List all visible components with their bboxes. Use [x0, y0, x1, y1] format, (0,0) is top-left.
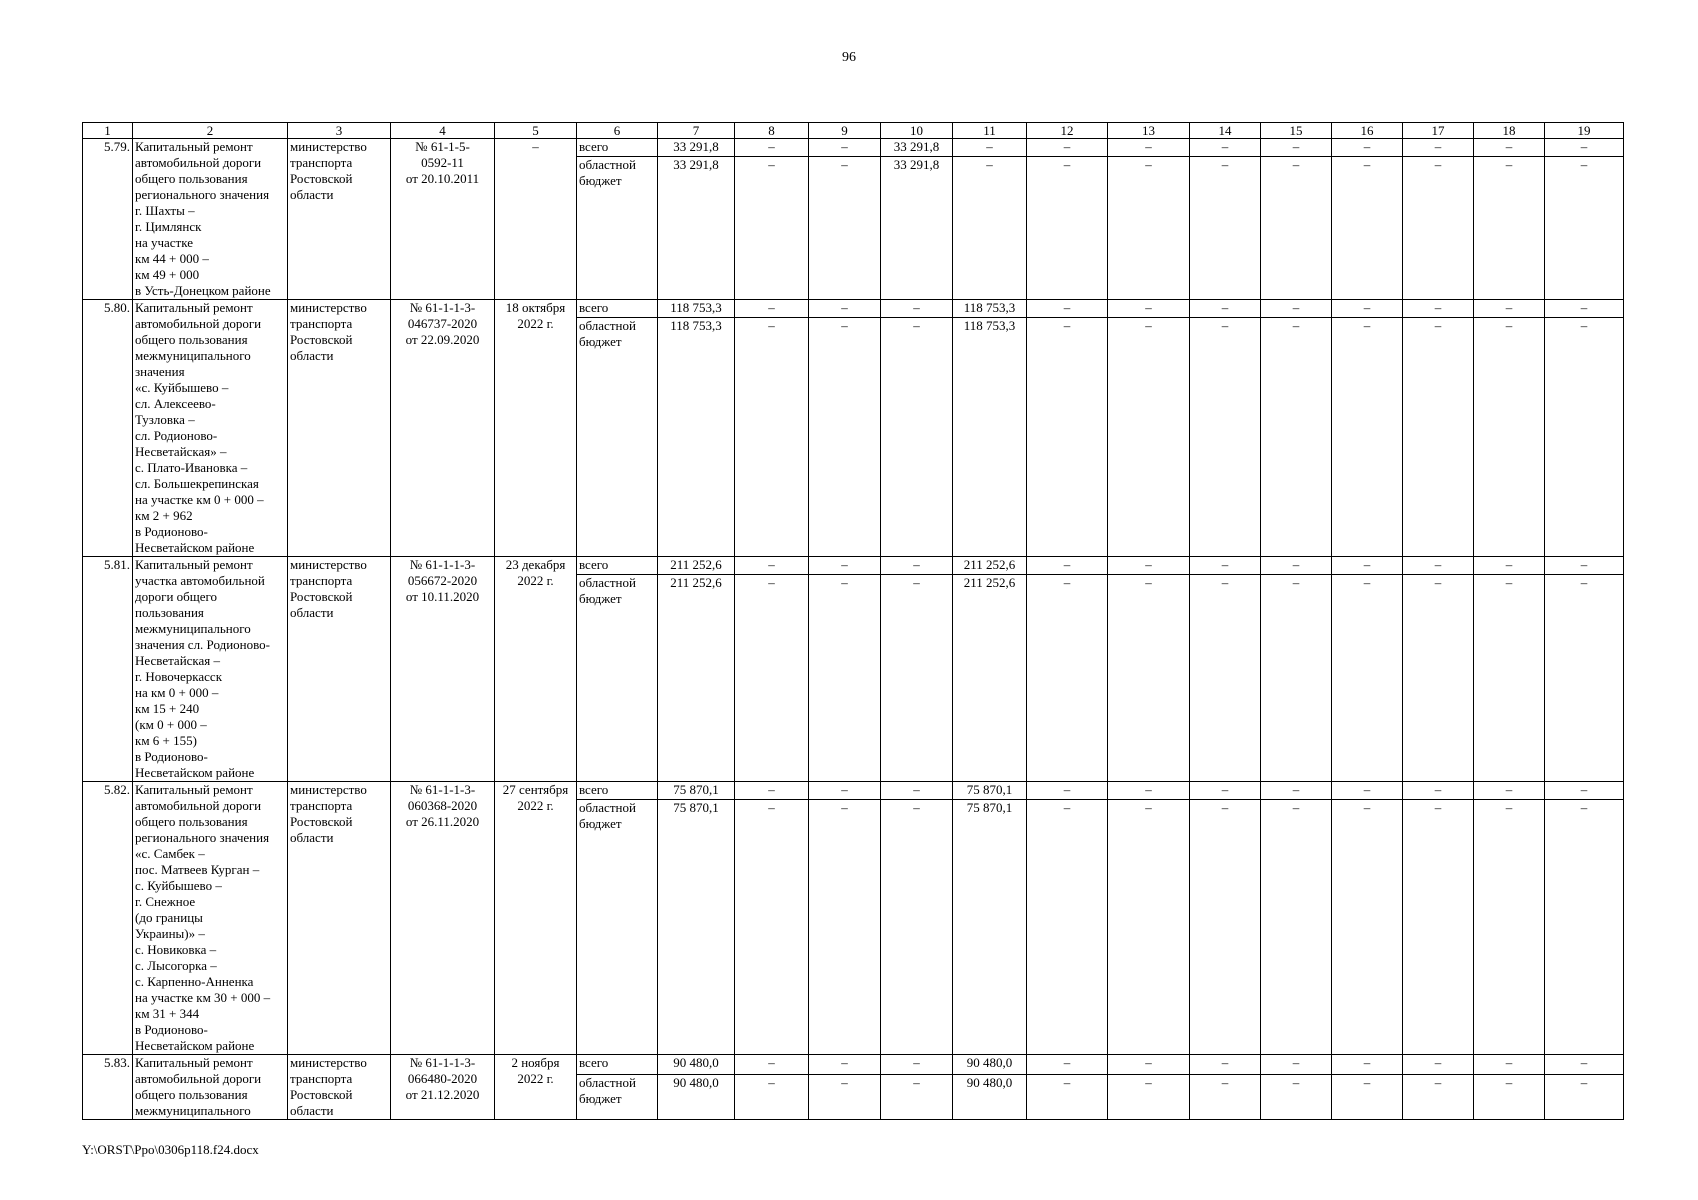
value-cell: 75 870,1	[953, 782, 1027, 800]
value-cell: –	[1261, 139, 1332, 157]
value-cell: –	[809, 575, 881, 782]
expertise-document: № 61-1-1-3- 046737-2020 от 22.09.2020	[391, 300, 495, 557]
column-number-cell: 2	[133, 123, 288, 139]
expertise-document: № 61-1-1-3- 056672-2020 от 10.11.2020	[391, 557, 495, 782]
object-name: Капитальный ремонт автомобильной дороги общего пользования регионального значения г. Шахты – г. Цимлянск на участке км 44 + 000 – км 49 + 000 в Усть-Донецком районе	[133, 139, 288, 300]
value-cell: –	[735, 557, 809, 575]
column-number-cell: 13	[1108, 123, 1190, 139]
value-cell: –	[1332, 300, 1403, 318]
value-cell: –	[735, 318, 809, 557]
value-cell: –	[735, 139, 809, 157]
value-cell: –	[1027, 157, 1108, 300]
value-cell: –	[1261, 1055, 1332, 1075]
value-cell: –	[1332, 1055, 1403, 1075]
value-cell: –	[1190, 157, 1261, 300]
value-cell: –	[1261, 157, 1332, 300]
table-row	[83, 782, 1624, 800]
column-number-cell: 8	[735, 123, 809, 139]
value-cell: –	[1027, 318, 1108, 557]
value-cell: –	[881, 318, 953, 557]
value-cell: –	[1190, 139, 1261, 157]
object-name: Капитальный ремонт участка автомобильной дороги общего пользования межмуниципального значения сл. Родионово- Несветайская – г. Новочеркасск на км 0 + 000 – км 15 + 240 (км 0 + 000 – км 6 + 155) в Родионово- Несветайском районе	[133, 557, 288, 782]
value-cell: –	[1545, 300, 1624, 318]
object-name: Капитальный ремонт автомобильной дороги общего пользования межмуниципального значения «с. Куйбышево – сл. Алексеево- Тузловка – сл. Родионово- Несветайская» – с. Плато-Ивановка – сл. Большекрепинская на участке км 0 + 000 – км 2 + 962 в Родионово- Несветайском районе	[133, 300, 288, 557]
value-cell: –	[1545, 1055, 1624, 1075]
responsible-org: министерство транспорта Ростовской области	[288, 1055, 391, 1120]
row-number: 5.79.	[83, 139, 133, 300]
funding-source: всего	[577, 557, 658, 575]
column-number-cell: 11	[953, 123, 1027, 139]
funding-source: областной бюджет	[577, 800, 658, 1055]
value-cell: 33 291,8	[881, 157, 953, 300]
value-cell: –	[1027, 300, 1108, 318]
value-cell: –	[1474, 318, 1545, 557]
completion-date: 23 декабря 2022 г.	[495, 557, 577, 782]
value-cell: –	[1108, 157, 1190, 300]
value-cell: –	[881, 782, 953, 800]
value-cell: –	[1108, 1075, 1190, 1120]
value-cell: 118 753,3	[953, 318, 1027, 557]
value-cell: –	[881, 1075, 953, 1120]
value-cell: –	[1545, 557, 1624, 575]
value-cell: –	[1403, 575, 1474, 782]
funding-source: областной бюджет	[577, 157, 658, 300]
value-cell: –	[809, 300, 881, 318]
column-number-cell: 6	[577, 123, 658, 139]
value-cell: –	[1332, 557, 1403, 575]
file-path-footer: Y:\ORST\Ppo\0306p118.f24.docx	[82, 1142, 259, 1157]
completion-date: –	[495, 139, 577, 300]
value-cell: –	[1403, 318, 1474, 557]
value-cell: –	[1474, 800, 1545, 1055]
value-cell: 90 480,0	[658, 1055, 735, 1075]
value-cell: –	[1545, 318, 1624, 557]
value-cell: –	[1261, 1075, 1332, 1120]
funding-source: областной бюджет	[577, 318, 658, 557]
funding-source: всего	[577, 139, 658, 157]
value-cell: –	[1403, 300, 1474, 318]
value-cell: –	[1474, 575, 1545, 782]
value-cell: –	[1261, 782, 1332, 800]
value-cell: –	[881, 1055, 953, 1075]
value-cell: 33 291,8	[881, 139, 953, 157]
value-cell: –	[1403, 782, 1474, 800]
column-number-cell: 3	[288, 123, 391, 139]
value-cell: –	[1261, 300, 1332, 318]
value-cell: –	[1332, 157, 1403, 300]
expertise-document: № 61-1-1-3- 066480-2020 от 21.12.2020	[391, 1055, 495, 1120]
value-cell: –	[735, 300, 809, 318]
value-cell: –	[1545, 139, 1624, 157]
completion-date: 27 сентября 2022 г.	[495, 782, 577, 1055]
value-cell: –	[809, 1055, 881, 1075]
funding-source: областной бюджет	[577, 575, 658, 782]
column-number-cell: 7	[658, 123, 735, 139]
responsible-org: министерство транспорта Ростовской области	[288, 557, 391, 782]
value-cell: –	[1027, 800, 1108, 1055]
value-cell: –	[1027, 1055, 1108, 1075]
value-cell: –	[809, 139, 881, 157]
column-number-cell: 1	[83, 123, 133, 139]
value-cell: 90 480,0	[953, 1075, 1027, 1120]
value-cell: –	[1474, 139, 1545, 157]
column-number-cell: 14	[1190, 123, 1261, 139]
column-number-row	[83, 123, 1624, 139]
value-cell: –	[1474, 557, 1545, 575]
value-cell: –	[1027, 139, 1108, 157]
value-cell: 211 252,6	[953, 575, 1027, 782]
table-row	[83, 139, 1624, 157]
value-cell: –	[1108, 139, 1190, 157]
column-number-cell: 16	[1332, 123, 1403, 139]
financing-table	[82, 122, 1624, 1120]
table-row	[83, 300, 1624, 318]
value-cell: –	[1261, 800, 1332, 1055]
value-cell: –	[809, 800, 881, 1055]
column-number-cell: 4	[391, 123, 495, 139]
value-cell: 118 753,3	[658, 300, 735, 318]
row-number: 5.83.	[83, 1055, 133, 1120]
value-cell: 211 252,6	[658, 575, 735, 782]
object-name: Капитальный ремонт автомобильной дороги общего пользования регионального значения «с. Самбек – пос. Матвеев Курган – с. Куйбышево – г. Снежное (до границы Украины)» – с. Новиковка – с. Лысогорка – с. Карпенно-Анненка на участке км 30 + 000 – км 31 + 344 в Родионово- Несветайском районе	[133, 782, 288, 1055]
value-cell: –	[881, 800, 953, 1055]
value-cell: –	[1190, 300, 1261, 318]
value-cell: –	[1108, 1055, 1190, 1075]
value-cell: –	[1261, 575, 1332, 782]
row-number: 5.81.	[83, 557, 133, 782]
value-cell: –	[881, 575, 953, 782]
funding-source: всего	[577, 782, 658, 800]
value-cell: –	[1545, 782, 1624, 800]
table-row	[83, 1055, 1624, 1075]
value-cell: –	[809, 318, 881, 557]
value-cell: –	[1190, 575, 1261, 782]
funding-source: всего	[577, 300, 658, 318]
value-cell: –	[1474, 1055, 1545, 1075]
completion-date: 18 октября 2022 г.	[495, 300, 577, 557]
value-cell: –	[1403, 557, 1474, 575]
funding-source: областной бюджет	[577, 1075, 658, 1120]
value-cell: –	[881, 557, 953, 575]
value-cell: 75 870,1	[658, 800, 735, 1055]
value-cell: –	[1545, 1075, 1624, 1120]
value-cell: –	[1108, 782, 1190, 800]
value-cell: –	[1027, 557, 1108, 575]
responsible-org: министерство транспорта Ростовской области	[288, 782, 391, 1055]
value-cell: –	[1403, 139, 1474, 157]
value-cell: –	[1332, 139, 1403, 157]
value-cell: –	[953, 157, 1027, 300]
value-cell: 90 480,0	[953, 1055, 1027, 1075]
value-cell: 90 480,0	[658, 1075, 735, 1120]
column-number-cell: 12	[1027, 123, 1108, 139]
value-cell: –	[735, 157, 809, 300]
responsible-org: министерство транспорта Ростовской области	[288, 300, 391, 557]
value-cell: –	[1108, 300, 1190, 318]
value-cell: –	[809, 557, 881, 575]
value-cell: –	[735, 1055, 809, 1075]
value-cell: –	[1332, 1075, 1403, 1120]
value-cell: 211 252,6	[658, 557, 735, 575]
value-cell: –	[1403, 157, 1474, 300]
value-cell: –	[1545, 157, 1624, 300]
value-cell: –	[735, 1075, 809, 1120]
value-cell: –	[1474, 782, 1545, 800]
value-cell: –	[1190, 1055, 1261, 1075]
object-name: Капитальный ремонт автомобильной дороги общего пользования межмуниципального	[133, 1055, 288, 1120]
value-cell: –	[809, 157, 881, 300]
column-number-cell: 18	[1474, 123, 1545, 139]
value-cell: –	[1190, 800, 1261, 1055]
row-number: 5.82.	[83, 782, 133, 1055]
value-cell: –	[1108, 575, 1190, 782]
column-number-cell: 5	[495, 123, 577, 139]
value-cell: –	[1190, 1075, 1261, 1120]
responsible-org: министерство транспорта Ростовской области	[288, 139, 391, 300]
value-cell: –	[1108, 800, 1190, 1055]
value-cell: –	[1545, 575, 1624, 782]
value-cell: –	[1332, 575, 1403, 782]
funding-source: всего	[577, 1055, 658, 1075]
value-cell: –	[735, 575, 809, 782]
value-cell: –	[1474, 300, 1545, 318]
value-cell: 211 252,6	[953, 557, 1027, 575]
value-cell: –	[1190, 557, 1261, 575]
value-cell: –	[1545, 800, 1624, 1055]
value-cell: –	[809, 782, 881, 800]
expertise-document: № 61-1-5- 0592-11 от 20.10.2011	[391, 139, 495, 300]
column-number-cell: 15	[1261, 123, 1332, 139]
value-cell: –	[1261, 557, 1332, 575]
value-cell: –	[1261, 318, 1332, 557]
value-cell: 33 291,8	[658, 157, 735, 300]
value-cell: –	[1403, 1075, 1474, 1120]
value-cell: –	[1027, 1075, 1108, 1120]
value-cell: –	[735, 800, 809, 1055]
value-cell: –	[1332, 782, 1403, 800]
value-cell: –	[1108, 557, 1190, 575]
value-cell: 75 870,1	[658, 782, 735, 800]
value-cell: –	[1190, 318, 1261, 557]
value-cell: –	[1403, 800, 1474, 1055]
column-number-cell: 17	[1403, 123, 1474, 139]
value-cell: –	[1190, 782, 1261, 800]
value-cell: 33 291,8	[658, 139, 735, 157]
value-cell: –	[735, 782, 809, 800]
column-number-cell: 9	[809, 123, 881, 139]
page-number: 96	[842, 50, 856, 65]
table-row	[83, 557, 1624, 575]
value-cell: –	[1108, 318, 1190, 557]
column-number-cell: 10	[881, 123, 953, 139]
value-cell: –	[1027, 782, 1108, 800]
row-number: 5.80.	[83, 300, 133, 557]
value-cell: –	[881, 300, 953, 318]
value-cell: –	[1474, 1075, 1545, 1120]
value-cell: –	[1332, 318, 1403, 557]
expertise-document: № 61-1-1-3- 060368-2020 от 26.11.2020	[391, 782, 495, 1055]
completion-date: 2 ноября 2022 г.	[495, 1055, 577, 1120]
value-cell: –	[1474, 157, 1545, 300]
column-number-cell: 19	[1545, 123, 1624, 139]
value-cell: 118 753,3	[953, 300, 1027, 318]
value-cell: –	[1403, 1055, 1474, 1075]
value-cell: –	[1027, 575, 1108, 782]
value-cell: –	[953, 139, 1027, 157]
value-cell: 118 753,3	[658, 318, 735, 557]
value-cell: –	[1332, 800, 1403, 1055]
value-cell: 75 870,1	[953, 800, 1027, 1055]
value-cell: –	[809, 1075, 881, 1120]
